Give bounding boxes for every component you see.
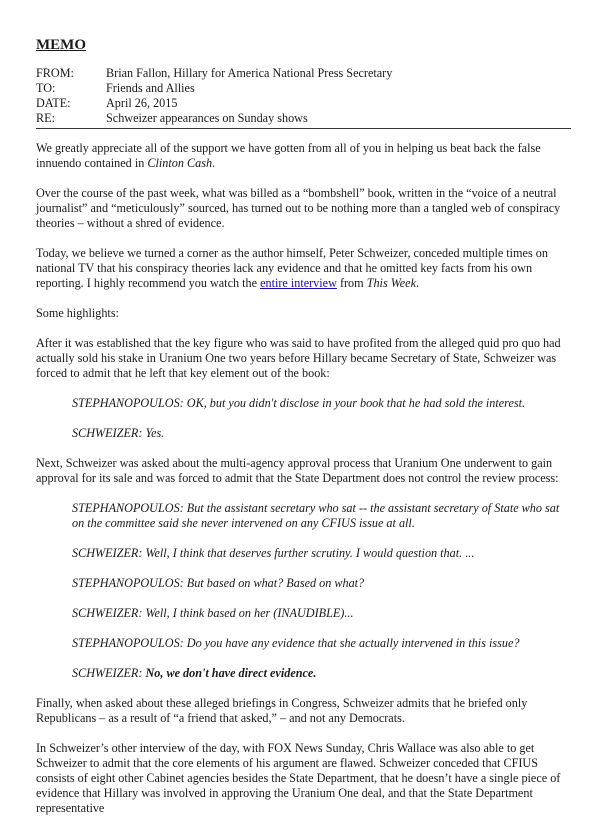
paragraph-fox-news: In Schweizer’s other interview of the day, with FOX News Sunday, Chris Wallace was also able to get Schweizer to admit that the core elements of his argument are flawed. Schweizer conceded that CFIUS consists of eight other Cabinet agencies besides the State Department, that he doesn’t have a single piece of evidence that Hillary was involved in approving the Uranium One deal, and that the State Department representative xyxy=(36,741,561,815)
header-row-from xyxy=(36,66,571,81)
memo-page xyxy=(36,36,571,831)
paragraph-briefings: Finally, when asked about these alleged briefings in Congress, Schweizer admits that he briefed only Republicans – as a result of “a friend that asked,” – and not any Democrats. xyxy=(36,696,528,725)
quote-schweizer-1: SCHWEIZER: Yes. xyxy=(72,426,165,440)
quote-stephanopoulos-4: STEPHANOPOULOS: Do you have any evidence that she actually intervened in this issue? xyxy=(72,636,520,650)
paragraph-text: from xyxy=(336,276,367,290)
header-label: TO: xyxy=(36,81,56,95)
memo-header xyxy=(36,66,571,129)
header-row-re xyxy=(36,111,571,126)
header-value: Brian Fallon, Hillary for America National Press Secretary xyxy=(106,66,393,80)
header-row-to xyxy=(36,81,571,96)
header-label: RE: xyxy=(36,111,55,125)
header-value: April 26, 2015 xyxy=(106,96,178,110)
header-label: FROM: xyxy=(36,66,74,80)
quote-stephanopoulos-3: STEPHANOPOULOS: But based on what? Based on what? xyxy=(72,576,365,590)
quote-stephanopoulos-1: STEPHANOPOULOS: OK, but you didn't disclose in your book that he had sold the interest. xyxy=(72,396,526,410)
paragraph-intro xyxy=(36,141,571,171)
quote-schweizer-4 xyxy=(72,666,571,681)
header-row-date xyxy=(36,96,571,111)
paragraph-text: Today, we believe we turned a corner as the author himself, Peter Schweizer, conceded multiple times on national TV that his conspiracy theories lack any evidence and that he omitted key facts from his own reporting. I highly recommend you watch the xyxy=(36,246,548,290)
header-value: Friends and Allies xyxy=(106,81,195,95)
paragraph-text: . xyxy=(416,276,420,290)
header-divider xyxy=(36,128,571,129)
paragraph-bombshell: Over the course of the past week, what was billed as a “bombshell” book, written in the “voice of a neutral journalist” and “meticulously” sourced, has turned out to be nothing more than a tangled web of conspiracy theories – without a shred of evidence. xyxy=(36,186,561,230)
quote-stephanopoulos-2: STEPHANOPOULOS: But the assistant secretary who sat -- the assistant secretary of State who sat on the committee said she never intervened on any CFIUS issue at all. xyxy=(72,501,560,530)
paragraph-highlights: Some highlights: xyxy=(36,306,119,320)
book-title: Clinton Cash xyxy=(147,156,213,170)
quote-schweizer-3: SCHWEIZER: Well, I think based on her (INAUDIBLE)... xyxy=(72,606,354,620)
paragraph-multi-agency: Next, Schweizer was asked about the multi-agency approval process that Uranium One underwent to gain approval for its sale and was forced to admit that the State Department does not control the review process: xyxy=(36,456,559,485)
paragraph-text: . xyxy=(212,156,216,170)
memo-title: MEMO xyxy=(36,37,86,53)
header-value: Schweizer appearances on Sunday shows xyxy=(106,111,308,125)
quote-bold-answer: No, we don't have direct evidence. xyxy=(145,666,317,680)
paragraph-uranium-stake: After it was established that the key figure who was said to have profited from the alleged quid pro quo had actually sold his stake in Uranium One two years before Hillary became Secretary of State, Schweizer was forced to admit that he left that key element out of the book: xyxy=(36,336,561,380)
entire-interview-link[interactable]: entire interview xyxy=(260,276,337,290)
paragraph-text: We greatly appreciate all of the support we have gotten from all of you in helping us beat back the false innuendo contained in xyxy=(36,141,541,170)
quote-schweizer-2: SCHWEIZER: Well, I think that deserves further scrutiny. I would question that. ... xyxy=(72,546,475,560)
show-title: This Week xyxy=(366,276,416,290)
header-label: DATE: xyxy=(36,96,71,110)
quote-speaker: SCHWEIZER: xyxy=(72,666,146,680)
paragraph-turned-corner xyxy=(36,246,571,291)
